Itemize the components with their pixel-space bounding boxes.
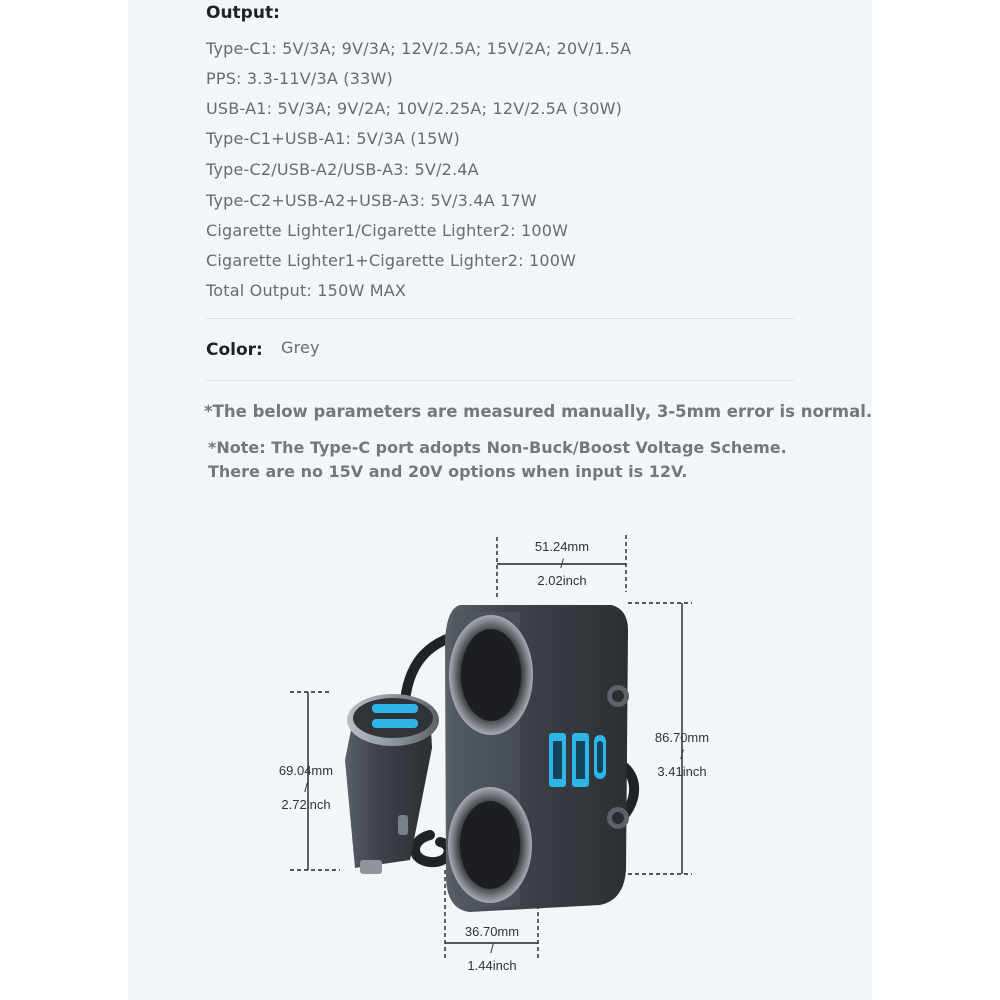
output-heading: Output: [206, 3, 280, 23]
spec-line: PPS: 3.3-11V/3A (33W) [206, 69, 393, 88]
typec-note-line-1: *Note: The Type-C port adopts Non-Buck/Boost Voltage Scheme. [208, 438, 787, 457]
top-width-mm: 51.24mm [534, 539, 590, 554]
top-width-inch: 2.02inch [537, 573, 587, 588]
left-height-dimension [268, 762, 344, 813]
right-height-separator: / [680, 747, 684, 762]
spec-line: Type-C1: 5V/3A; 9V/3A; 12V/2.5A; 15V/2A; 20V/1.5A [206, 39, 632, 58]
bottom-depth-inch: 1.44inch [467, 958, 517, 973]
spec-line: Cigarette Lighter1+Cigarette Lighter2: 100W [206, 251, 577, 270]
right-height-mm: 86.70mm [654, 730, 710, 745]
spec-line: Type-C1+USB-A1: 5V/3A (15W) [206, 129, 460, 148]
spec-line: Total Output: 150W MAX [206, 281, 407, 300]
spec-line: USB-A1: 5V/3A; 9V/2A; 10V/2.25A; 12V/2.5A (30W) [206, 99, 623, 118]
spec-line: Type-C2+USB-A2+USB-A3: 5V/3.4A 17W [206, 191, 537, 210]
color-label: Color: [206, 340, 263, 360]
left-height-mm: 69.04mm [278, 763, 334, 778]
color-value: Grey [281, 338, 320, 357]
spec-line: Type-C2/USB-A2/USB-A3: 5V/2.4A [206, 160, 479, 179]
typec-note-line-2: There are no 15V and 20V options when input is 12V. [208, 462, 688, 481]
bottom-depth-separator: / [490, 941, 494, 956]
bottom-depth-dimension [453, 923, 531, 974]
top-width-separator: / [560, 556, 564, 571]
right-height-dimension [643, 729, 721, 780]
spec-line: Cigarette Lighter1/Cigarette Lighter2: 100W [206, 221, 569, 240]
left-height-separator: / [304, 780, 308, 795]
top-width-dimension [519, 538, 605, 589]
measurement-note: *The below parameters are measured manually, 3-5mm error is normal. [204, 402, 873, 421]
bottom-depth-mm: 36.70mm [464, 924, 520, 939]
right-height-inch: 3.41inch [657, 764, 707, 779]
left-height-inch: 2.72inch [281, 797, 331, 812]
